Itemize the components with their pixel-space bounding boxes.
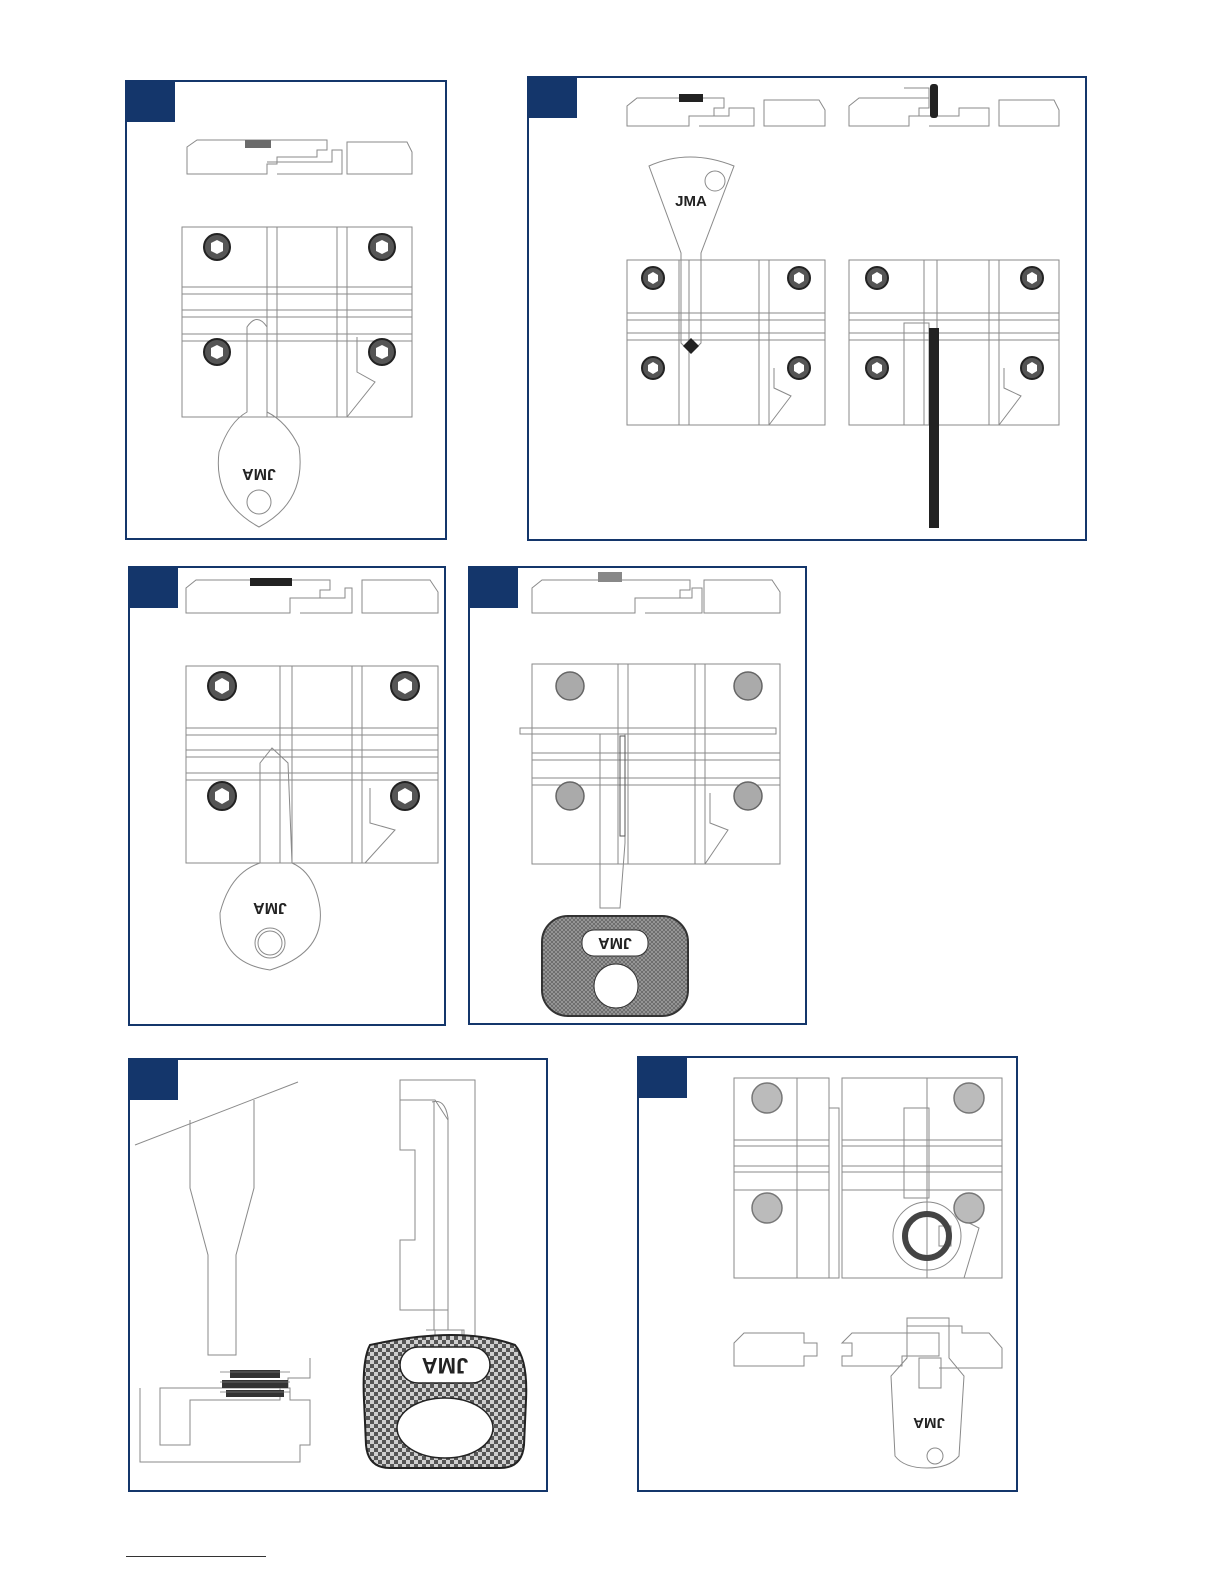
- jaw-diagram-4: [470, 568, 807, 1025]
- step-panel-3: [128, 566, 446, 1026]
- logo-text-2: JMA: [675, 193, 707, 210]
- logo-text-5: JMA: [421, 1353, 469, 1378]
- footer-rule: [126, 1556, 266, 1557]
- step-panel-1: [125, 80, 447, 540]
- jaw-diagram-6: [639, 1058, 1018, 1492]
- logo-text-1: JMA: [242, 465, 276, 482]
- jaw-diagram-1: [127, 82, 447, 540]
- step-panel-4: [468, 566, 807, 1025]
- jaw-diagram-5: [130, 1060, 548, 1492]
- step-panel-6: [637, 1056, 1018, 1492]
- logo-text-6: JMA: [913, 1414, 945, 1431]
- jaw-diagram-2: [529, 78, 1087, 541]
- jaw-diagram-3: [130, 568, 446, 1026]
- logo-text-4: JMA: [598, 934, 632, 951]
- step-panel-5: [128, 1058, 548, 1492]
- step-panel-2: [527, 76, 1087, 541]
- logo-text-3: JMA: [253, 899, 287, 916]
